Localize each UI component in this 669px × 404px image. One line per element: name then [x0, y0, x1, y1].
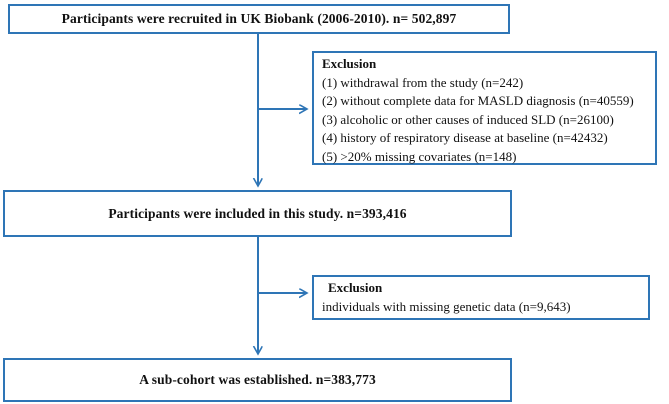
box-exclusion-1 — [312, 51, 657, 165]
box-recruited-text: Participants were recruited in UK Biobank (2006-2010). n= 502,897 — [61, 11, 457, 26]
exclusion-1-item: (3) alcoholic or other causes of induced SLD (n=26100) — [322, 111, 614, 127]
exclusion-2-item: individuals with missing genetic data (n=9,643) — [322, 298, 571, 314]
exclusion-1-item: (4) history of respiratory disease at baseline (n=42432) — [322, 130, 608, 145]
exclusion-1-item: (1) withdrawal from the study (n=242) — [322, 74, 524, 90]
box-exclusion-2 — [312, 275, 650, 320]
exclusion-1-item: (2) without complete data for MASLD diagnosis (n=40559) — [322, 93, 634, 108]
box-subcohort-text: A sub-cohort was established. n=383,773 — [139, 372, 376, 387]
exclusion-2-title: Exclusion — [328, 280, 383, 295]
box-included-text: Participants were included in this study. n=393,416 — [108, 205, 407, 221]
box-recruited — [8, 4, 510, 34]
box-included — [3, 190, 512, 237]
exclusion-1-title: Exclusion — [322, 56, 377, 71]
exclusion-1-item: (5) >20% missing covariates (n=148) — [322, 148, 517, 164]
box-subcohort — [3, 358, 512, 402]
